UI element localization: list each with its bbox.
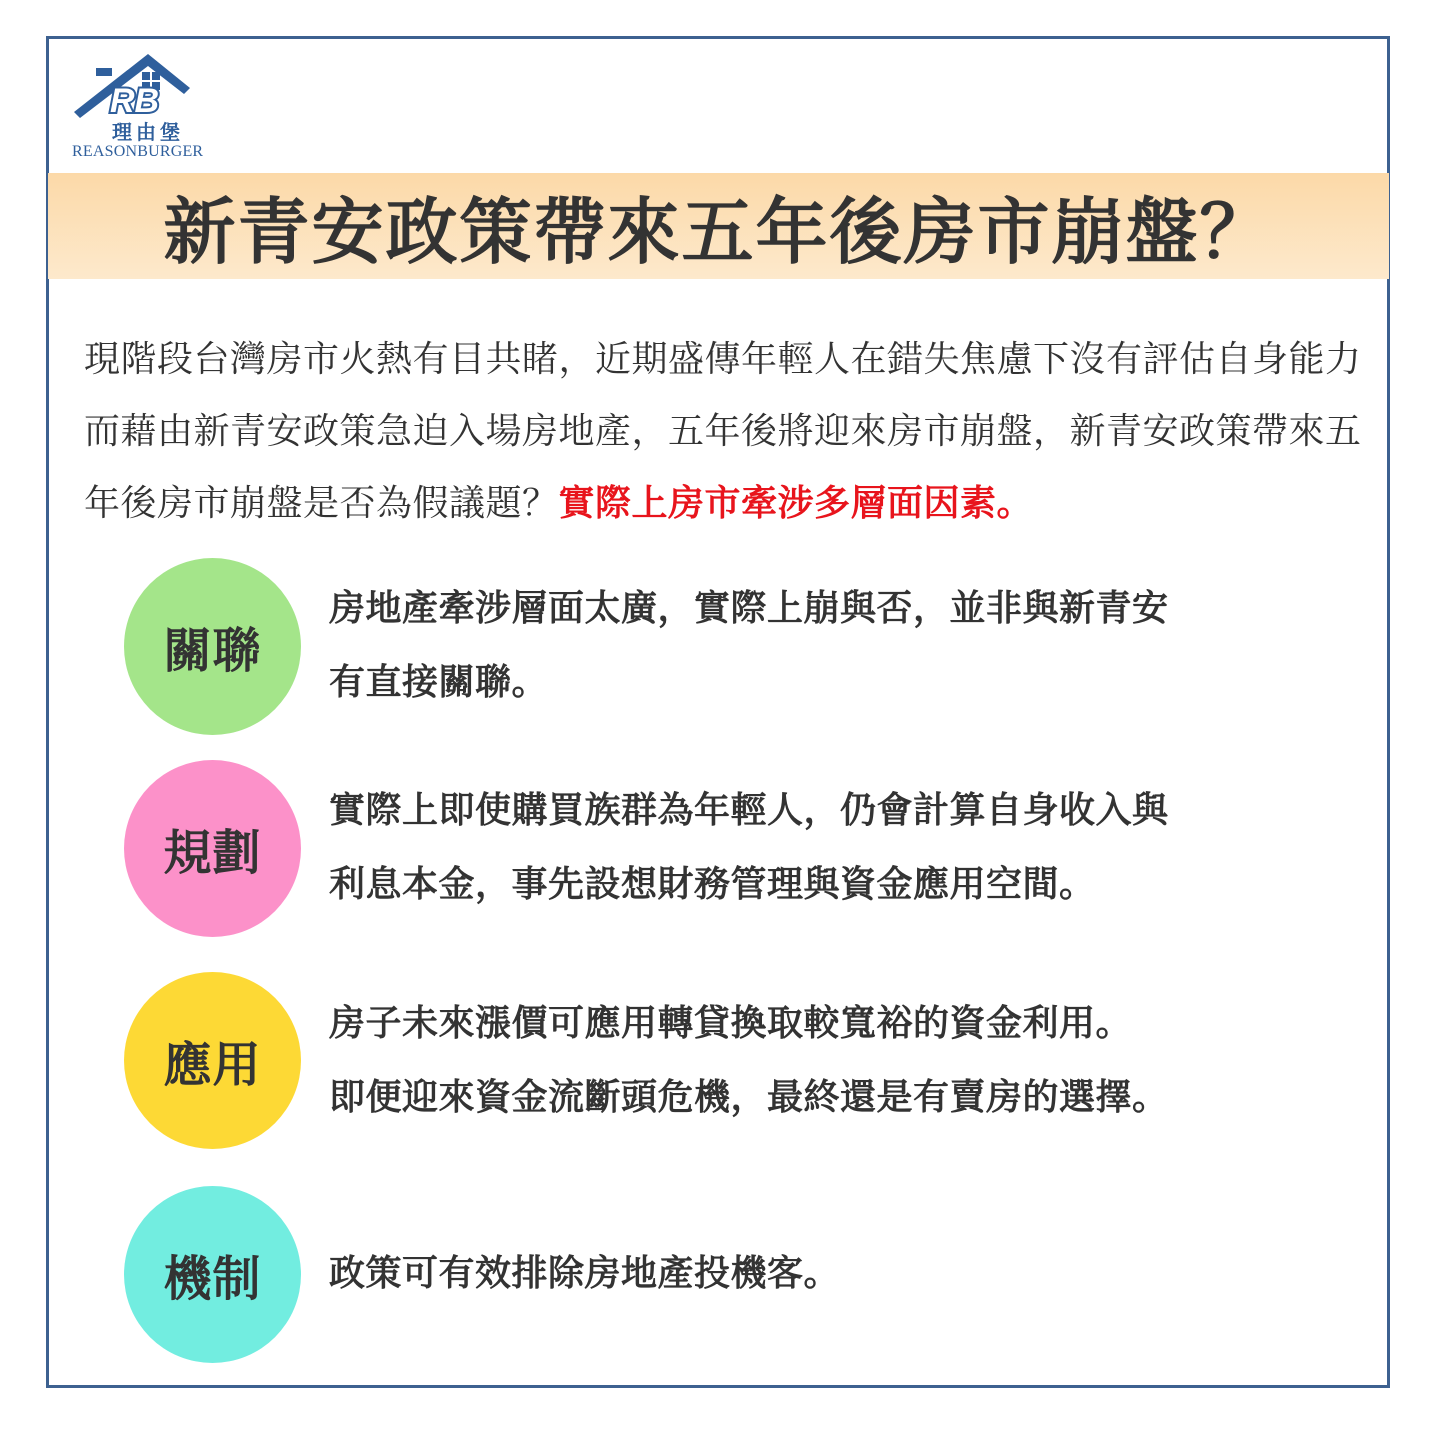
point-text [329,1237,1329,1311]
logo-name-cn: 理由堡 [112,120,184,144]
point-badge: 關聯 [124,558,301,735]
point-item-application [124,972,1344,1152]
intro-highlight: 實際上房市牽涉多層面因素。 [558,483,1034,524]
page-title: 新青安政策帶來五年後房市崩盤？ [163,190,1274,274]
point-item-relation [124,558,1344,738]
intro-paragraph [84,324,1374,540]
title-banner [48,173,1389,279]
point-badge: 應用 [124,972,301,1149]
point-badge: 規劃 [124,760,301,937]
point-item-planning [124,760,1344,940]
point-text [329,987,1329,1135]
point-text-line: 房子未來漲價可應用轉貸換取較寬裕的資金利用。 [329,1003,1133,1044]
point-text-line: 利息本金，事先設想財務管理與資金應用空間。 [329,864,1096,905]
point-text [329,774,1329,922]
point-text [329,572,1329,720]
logo-name-en: REASONBURGER [72,143,204,160]
intro-text: 現階段台灣房市火熱有目共睹，近期盛傳年輕人在錯失焦慮下沒有評估自身能力而藉由新青安政策急迫入場房地產，五年後將迎來房市崩盤，新青安政策帶來五年後房市崩盤是否為假議題？ [84,339,1362,524]
point-text-line: 有直接關聯。 [329,662,549,703]
point-text-line: 政策可有效排除房地產投機客。 [329,1253,841,1294]
point-badge: 機制 [124,1186,301,1363]
point-item-mechanism [124,1186,1344,1366]
point-text-line: 即便迎來資金流斷頭危機，最終還是有賣房的選擇。 [329,1077,1169,1118]
logo-mark: RB [110,82,160,120]
point-text-line: 實際上即使購買族群為年輕人，仍會計算自身收入與 [329,790,1169,831]
point-text-line: 房地產牽涉層面太廣，實際上崩與否，並非與新青安 [329,588,1169,629]
